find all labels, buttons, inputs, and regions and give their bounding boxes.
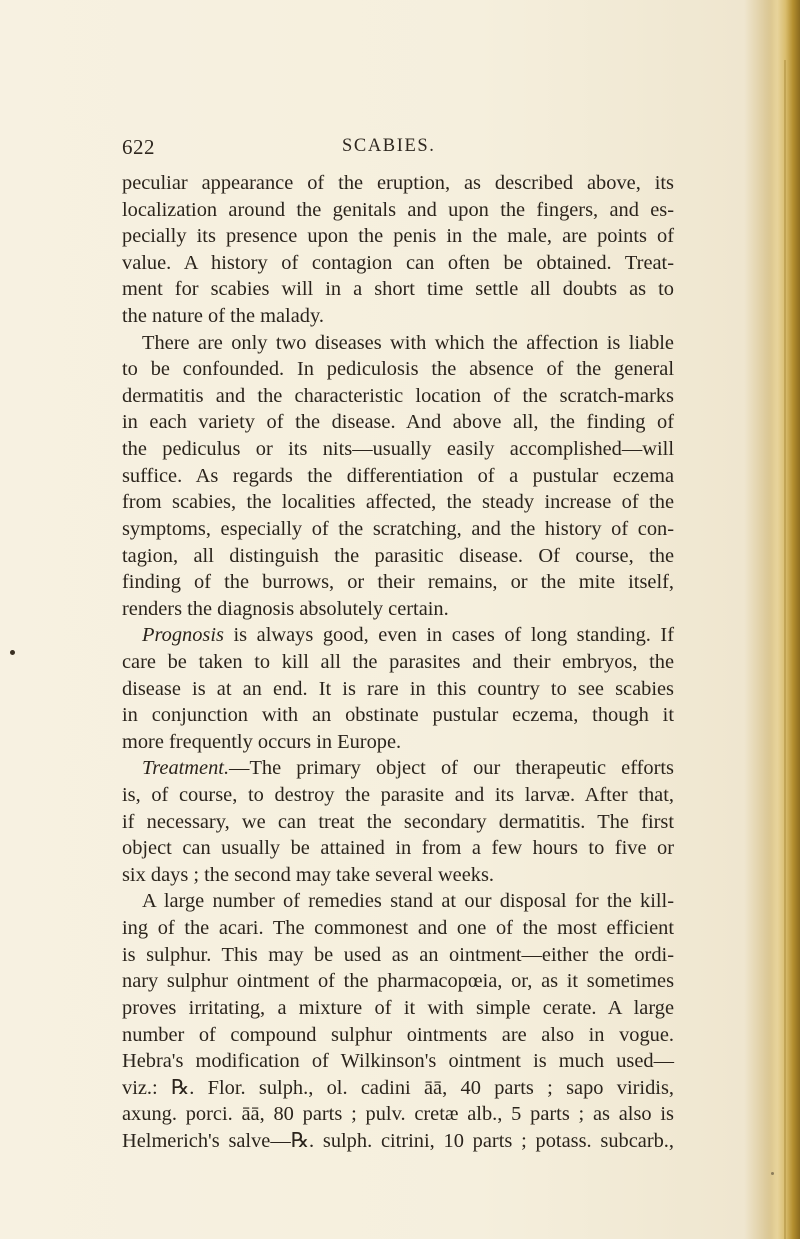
text-line: ment for scabies will in a short time settle all doubts as to (122, 278, 674, 301)
text-line: symptoms, especially of the scratching, and the history of con- (122, 517, 674, 540)
text-line: value. A history of contagion can often be obtained. Treat- (122, 251, 674, 274)
text-run: —The primary object of our therapeutic efforts (229, 757, 674, 780)
text-line: is, of course, to destroy the parasite and its larvæ. After that, (122, 784, 674, 807)
text-line: in conjunction with an obstinate pustular eczema, though it (122, 704, 674, 727)
paper-speck (10, 650, 15, 655)
text-line: number of compound sulphur ointments are also in vogue. (122, 1023, 674, 1046)
text-line: viz.: ℞. Flor. sulph., ol. cadini āā, 40 parts ; sapo viridis, (122, 1076, 674, 1099)
text-line: the pediculus or its nits—usually easily accomplished—will (122, 438, 674, 461)
text-line: disease is at an end. It is rare in this country to see scabies (122, 677, 674, 700)
text-line: ing of the acari. The commonest and one of the most efficient (122, 917, 674, 940)
text-line: if necessary, we can treat the secondary dermatitis. The first (122, 810, 674, 833)
page-fold-line (784, 60, 786, 1239)
text-run: is always good, even in cases of long standing. If (223, 624, 674, 647)
text-line: is sulphur. This may be used as an ointment—either the ordi- (122, 943, 674, 966)
text-line: There are only two diseases with which the affection is liable (142, 331, 674, 354)
text-line: tagion, all distinguish the parasitic disease. Of course, the (122, 544, 674, 567)
text-line: six days ; the second may take several weeks. (122, 863, 495, 886)
body-text (122, 170, 674, 1155)
section-term-treatment: Treatment. (142, 757, 230, 780)
page-header (122, 135, 672, 159)
text-line: from scabies, the localities affected, the steady increase of the (122, 491, 674, 514)
text-line: the nature of the malady. (122, 305, 324, 328)
text-line: dermatitis and the characteristic location of the scratch-marks (122, 384, 674, 407)
text-line: more frequently occurs in Europe. (122, 730, 402, 753)
text-line (122, 622, 674, 649)
text-line: proves irritating, a mixture of it with simple cerate. A large (122, 996, 674, 1019)
text-line: object can usually be attained in from a few hours to five or (122, 837, 674, 860)
text-line: Helmerich's salve—℞. sulph. citrini, 10 parts ; potass. subcarb., (122, 1129, 674, 1152)
section-term-prognosis: Prognosis (142, 624, 224, 647)
text-line: to be confounded. In pediculosis the absence of the general (122, 358, 674, 381)
text-line: renders the diagnosis absolutely certain. (122, 597, 449, 620)
running-head: SCABIES. (342, 136, 436, 156)
text-line: axung. porci. āā, 80 parts ; pulv. cretæ alb., 5 parts ; as also is (122, 1103, 674, 1126)
text-line: in each variety of the disease. And above all, the finding of (122, 411, 674, 434)
text-line: pecially its presence upon the penis in the male, are points of (122, 225, 674, 248)
text-line: care be taken to kill all the parasites and their embryos, the (122, 650, 674, 673)
text-line: localization around the genitals and upon the fingers, and es- (122, 198, 674, 221)
text-line: peculiar appearance of the eruption, as described above, its (122, 172, 674, 194)
text-line: nary sulphur ointment of the pharmacopœia, or, as it sometimes (122, 970, 674, 993)
text-line: suffice. As regards the differentiation of a pustular eczema (122, 464, 674, 487)
paper-speck (771, 1172, 774, 1175)
text-line (122, 755, 674, 782)
text-line: Hebra's modification of Wilkinson's ointment is much used— (122, 1050, 674, 1073)
page-number: 622 (122, 135, 155, 159)
text-line: A large number of remedies stand at our disposal for the kill- (142, 890, 674, 913)
text-line: finding of the burrows, or their remains, or the mite itself, (122, 571, 674, 594)
